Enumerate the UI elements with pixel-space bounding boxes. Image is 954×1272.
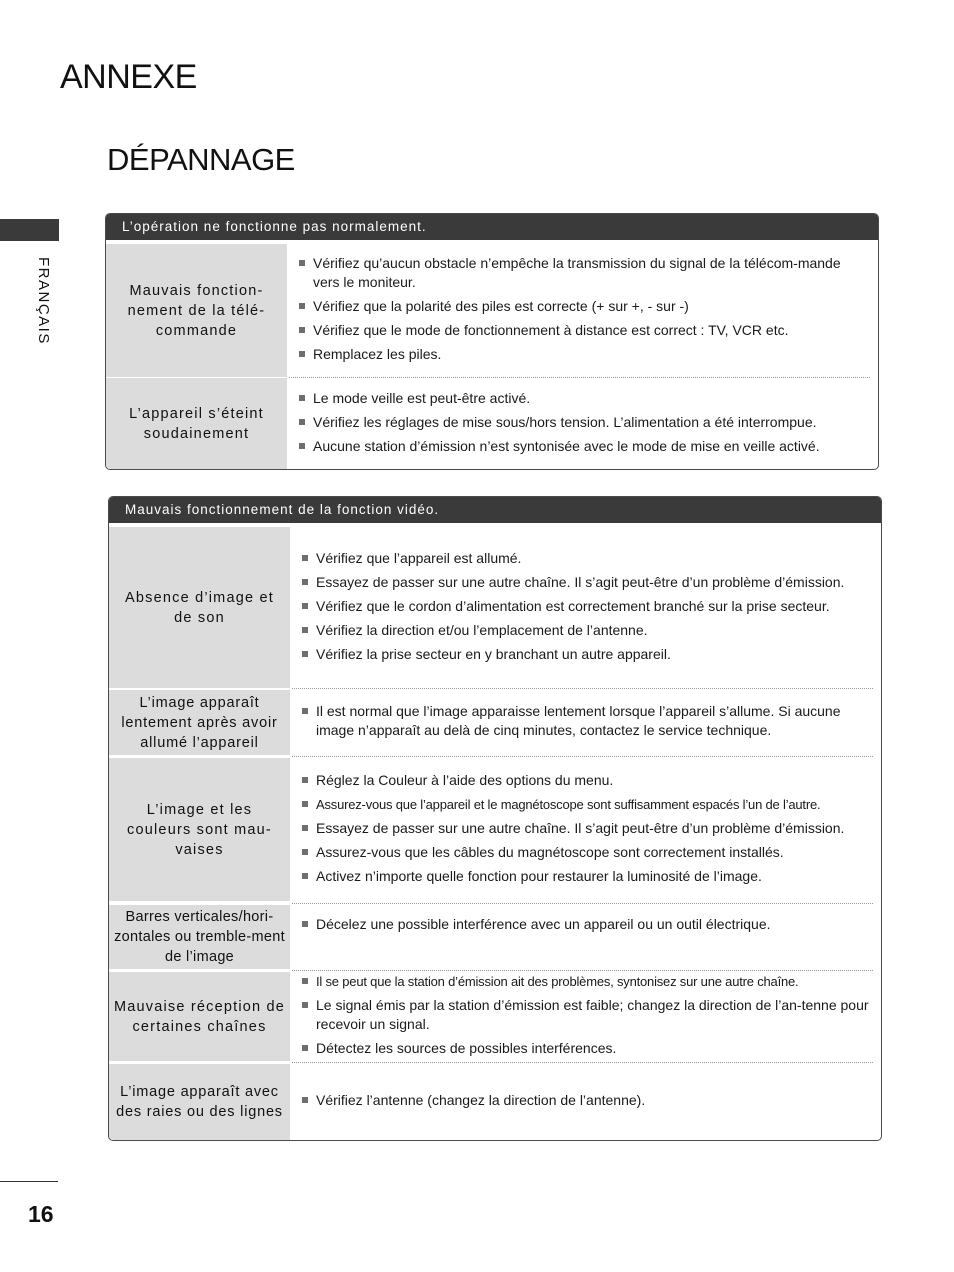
row-divider xyxy=(292,756,873,757)
side-tab-marker xyxy=(0,219,59,241)
list-item: Le signal émis par la station d’émission est faible; changez la direction de l’an-tenne pour recevoir un signal. xyxy=(302,996,871,1034)
table-row xyxy=(109,905,881,969)
solution-list xyxy=(292,1089,871,1115)
solution-list xyxy=(289,387,868,461)
table-heading: L’opération ne fonctionne pas normalement. xyxy=(106,214,878,240)
list-item: Vérifiez la direction et/ou l’emplacement de l’antenne. xyxy=(302,621,871,640)
row-label: Absence d’image et de son xyxy=(109,527,290,688)
list-item: Le mode veille est peut-être activé. xyxy=(299,389,868,408)
list-item: Vérifiez la prise secteur en y branchant un autre appareil. xyxy=(302,645,871,664)
list-item: Vérifiez que la polarité des piles est correcte (+ sur +, - sur -) xyxy=(299,297,868,316)
solution-list xyxy=(292,700,871,745)
solution-list xyxy=(292,769,871,891)
row-label: Mauvaise réception de certaines chaînes xyxy=(109,972,290,1061)
list-item: Activez n’importe quelle fonction pour restaurer la luminosité de l’image. xyxy=(302,867,871,886)
list-item: Il se peut que la station d’émission ait des problèmes, syntonisez sur une autre chaîne. xyxy=(302,972,871,991)
list-item: Vérifiez qu’aucun obstacle n’empêche la transmission du signal de la télécom-mande vers le moniteur. xyxy=(299,254,868,292)
list-item: Aucune station d’émission n’est syntonisée avec le mode de mise en veille activé. xyxy=(299,437,868,456)
table-row xyxy=(109,758,881,901)
solution-list xyxy=(292,547,871,669)
list-item: Vérifiez que le cordon d’alimentation est correctement branché sur la prise secteur. xyxy=(302,597,871,616)
row-divider xyxy=(292,688,873,689)
page-number: 16 xyxy=(28,1201,54,1227)
table-row xyxy=(109,690,881,755)
row-label: Barres verticales/hori-zontales ou tremble-ment de l’image xyxy=(109,905,290,969)
table-row xyxy=(109,527,881,688)
solution-list xyxy=(292,913,871,939)
row-label: L’image apparaît lentement après avoir allumé l’appareil xyxy=(109,690,290,755)
list-item: Assurez-vous que l’appareil et le magnétoscope sont suffisamment espacés l’un de l’autre. xyxy=(302,795,871,814)
list-item: Vérifiez les réglages de mise sous/hors tension. L’alimentation a été interrompue. xyxy=(299,413,868,432)
chapter-title: ANNEXE xyxy=(60,58,197,96)
table-row xyxy=(106,378,878,469)
row-label: Mauvais fonction-nement de la télé-commande xyxy=(106,244,287,377)
list-item: Décelez une possible interférence avec un appareil ou un outil électrique. xyxy=(302,915,871,934)
list-item: Vérifiez que le mode de fonctionnement à distance est correct : TV, VCR etc. xyxy=(299,321,868,340)
list-item: Détectez les sources de possibles interférences. xyxy=(302,1039,871,1058)
table-row xyxy=(106,244,878,377)
list-item: Vérifiez que l’appareil est allumé. xyxy=(302,549,871,568)
solution-list xyxy=(292,970,871,1063)
row-divider xyxy=(292,1062,873,1063)
list-item: Assurez-vous que les câbles du magnétoscope sont correctement installés. xyxy=(302,843,871,862)
solution-list xyxy=(289,252,868,369)
row-label: L’image apparaît avec des raies ou des lignes xyxy=(109,1064,290,1140)
list-item: Essayez de passer sur une autre chaîne. Il s’agit peut-être d’un problème d’émission. xyxy=(302,573,871,592)
list-item: Réglez la Couleur à l’aide des options du menu. xyxy=(302,771,871,790)
list-item: Il est normal que l’image apparaisse lentement lorsque l’appareil s’allume. Si aucune image n’apparaît au delà de cinq minutes, contactez le service technique. xyxy=(302,702,871,740)
list-item: Remplacez les piles. xyxy=(299,345,868,364)
section-title: DÉPANNAGE xyxy=(107,142,295,177)
troubleshooting-table-video xyxy=(108,496,882,1141)
row-label: L’image et les couleurs sont mau-vaises xyxy=(109,758,290,901)
table-row xyxy=(109,972,881,1061)
footer-rule xyxy=(0,1181,58,1182)
list-item: Essayez de passer sur une autre chaîne. Il s’agit peut-être d’un problème d’émission. xyxy=(302,819,871,838)
table-row xyxy=(109,1064,881,1140)
table-heading: Mauvais fonctionnement de la fonction vidéo. xyxy=(109,497,881,523)
list-item: Vérifiez l’antenne (changez la direction de l’antenne). xyxy=(302,1091,871,1110)
language-label: FRANÇAIS xyxy=(35,257,52,345)
row-label: L’appareil s’éteint soudainement xyxy=(106,378,287,469)
row-divider xyxy=(292,903,873,904)
troubleshooting-table-operation xyxy=(105,213,879,470)
